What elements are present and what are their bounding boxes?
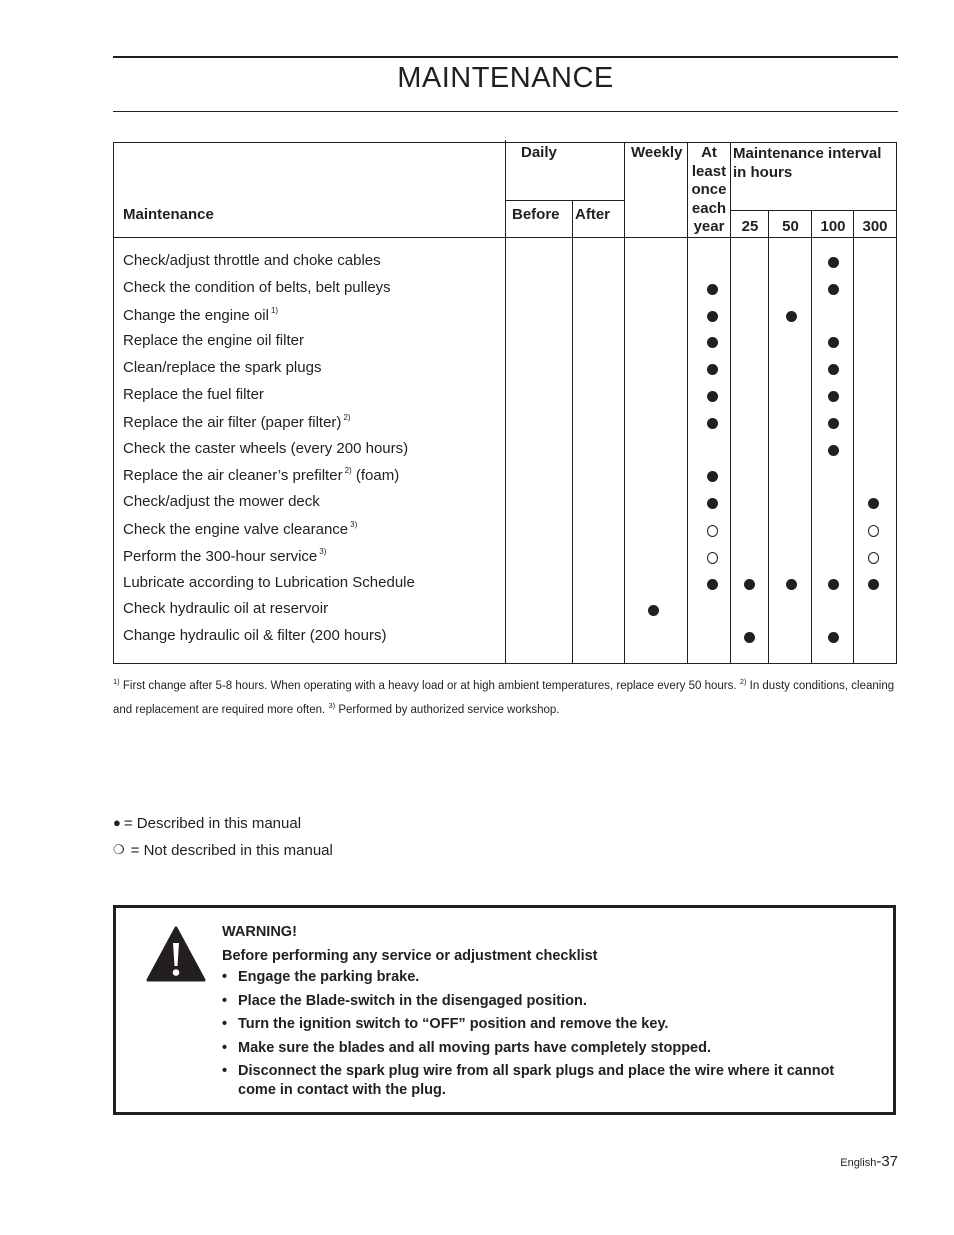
warning-item: • Make sure the blades and all moving parts have completely stopped. [222, 1039, 862, 1058]
page-number-value: 37 [881, 1153, 898, 1170]
filled-circle-icon [786, 311, 797, 322]
task-label: Check the caster wheels (every 200 hours) [123, 439, 409, 457]
header-maintenance: Maintenance [123, 206, 214, 223]
task-label: Perform the 300-hour service [123, 547, 318, 565]
warning-box [113, 905, 896, 1115]
table-row-task [123, 413, 351, 431]
table-row-task [123, 306, 278, 324]
filled-circle-icon [828, 284, 839, 295]
filled-circle-icon [707, 337, 718, 348]
warning-item: • Disconnect the spark plug wire from all spark plugs and place the wire where it cannot come in contact with the plug. [222, 1062, 862, 1100]
warning-item: • Place the Blade-switch in the disengaged position. [222, 992, 862, 1011]
page-number-separator: - [876, 1153, 882, 1170]
filled-circle-icon [828, 445, 839, 456]
task-label: Lubricate according to Lubrication Schedule [123, 573, 415, 591]
header-yearly-line: At [701, 144, 717, 161]
filled-circle-icon [707, 498, 718, 509]
task-footnote-ref: 1) [270, 305, 279, 315]
filled-circle-icon [828, 391, 839, 402]
task-label: Change hydraulic oil & filter (200 hours) [123, 627, 387, 645]
warning-list [222, 968, 862, 1100]
hollow-circle-icon [868, 552, 879, 564]
filled-circle-icon [868, 579, 879, 590]
table-right-border [896, 142, 897, 664]
footnote-1: First change after 5-8 hours. When operating with a heavy load or at high ambient temperatures, replace every 50 hours. [122, 680, 737, 692]
col-line-25 [768, 210, 769, 664]
legend-described [113, 815, 301, 832]
filled-circle-icon [707, 418, 718, 429]
filled-circle-icon [707, 471, 718, 482]
table-row-task [123, 359, 321, 376]
hollow-circle-icon [707, 525, 718, 537]
task-label: Check the engine valve clearance [123, 521, 349, 538]
table-row-task [123, 520, 357, 538]
legend-described-text: = Described in this manual [123, 815, 302, 832]
table-row-task [123, 466, 399, 484]
filled-circle-icon [707, 579, 718, 590]
filled-circle-icon [828, 579, 839, 590]
warning-heading: WARNING! [222, 924, 297, 940]
filled-circle-icon [828, 364, 839, 375]
filled-circle-icon [707, 391, 718, 402]
header-yearly-line: each [691, 199, 727, 217]
daily-subheader-line [505, 200, 625, 201]
table-row-task [123, 252, 381, 269]
title-underline [113, 111, 898, 112]
filled-circle-icon [868, 498, 879, 509]
hollow-circle-icon: ❍ [113, 842, 125, 857]
table-row-task [123, 600, 328, 617]
header-weekly: Weekly [631, 144, 683, 161]
task-label: Check the condition of belts, belt pulleys [123, 278, 391, 296]
footnote-3: Performed by authorized service workshop. [338, 704, 560, 716]
table-row-task [123, 440, 408, 457]
hollow-circle-icon [707, 552, 718, 564]
header-yearly-line: once [691, 181, 727, 198]
page-number [840, 1153, 898, 1170]
hollow-circle-icon [868, 525, 879, 537]
header-hours-50: 50 [782, 218, 799, 235]
page-title: MAINTENANCE [397, 62, 614, 94]
filled-circle-icon [828, 337, 839, 348]
task-label: Check/adjust throttle and choke cables [123, 252, 381, 269]
col-line-100 [853, 210, 854, 664]
filled-circle-icon: ● [113, 815, 121, 830]
task-footnote-ref: 3) [350, 520, 358, 529]
footnote-3-mark: 3) [328, 701, 336, 710]
task-label: Check hydraulic oil at reservoir [123, 600, 329, 618]
warning-text [222, 921, 862, 1105]
task-label: Replace the air filter (paper filter) [123, 413, 342, 431]
header-interval: Maintenance interval in hours [733, 145, 882, 181]
footnote-2: In dusty conditions, cleaning and replacement are required more often. [113, 680, 895, 716]
task-label-suffix: (foam) [351, 467, 400, 485]
filled-circle-icon [648, 605, 659, 616]
task-footnote-ref: 3) [319, 546, 327, 556]
header-before: Before [512, 206, 560, 223]
task-label: Clean/replace the spark plugs [123, 359, 322, 377]
task-label: Replace the fuel filter [123, 386, 264, 403]
warning-intro: Before performing any service or adjustment checklist [222, 947, 598, 964]
task-label: Replace the engine oil filter [123, 332, 304, 350]
header-yearly-line: least [691, 162, 727, 180]
filled-circle-icon [786, 579, 797, 590]
col-line-50 [811, 210, 812, 664]
header-yearly-line: year [693, 218, 725, 235]
legend-not-described [113, 842, 333, 859]
filled-circle-icon [744, 579, 755, 590]
table-row-task [123, 547, 326, 565]
interval-subheader-line [730, 210, 897, 211]
filled-circle-icon [828, 257, 839, 268]
table-left-border [113, 142, 114, 664]
filled-circle-icon [744, 632, 755, 643]
legend-not-described-text: = Not described in this manual [130, 842, 333, 859]
col-line-daily [624, 142, 625, 664]
warning-item: • Turn the ignition switch to “OFF” position and remove the key. [222, 1015, 862, 1034]
page-language: English [840, 1157, 877, 1169]
table-row-task [123, 386, 264, 403]
task-label: Check/adjust the mower deck [123, 493, 320, 511]
task-label: Replace the air cleaner’s prefilter [123, 467, 343, 485]
table-row-task [123, 332, 304, 349]
filled-circle-icon [707, 311, 718, 322]
header-yearly [688, 144, 730, 237]
filled-circle-icon [707, 284, 718, 295]
task-footnote-ref: 2) [343, 412, 351, 422]
footnotes [113, 672, 903, 720]
col-line-before-after [572, 200, 573, 664]
header-hours-100: 100 [820, 218, 846, 235]
top-rule [113, 56, 898, 58]
warning-item: • Engage the parking brake. [222, 968, 862, 987]
footnote-1-mark: 1) [113, 677, 120, 686]
header-hours-25: 25 [741, 218, 759, 235]
task-label: Change the engine oil [123, 306, 269, 324]
maintenance-schedule-table [113, 142, 897, 664]
col-line-maintenance [505, 140, 506, 664]
filled-circle-icon [828, 632, 839, 643]
header-daily: Daily [521, 144, 557, 161]
header-after: After [575, 206, 611, 223]
filled-circle-icon [707, 364, 718, 375]
table-row-task [123, 627, 386, 644]
task-footnote-ref: 2) [344, 466, 352, 476]
header-hours-300: 300 [862, 218, 888, 235]
table-row-task [123, 574, 415, 591]
footnote-2-mark: 2) [739, 677, 747, 686]
warning-triangle-icon [146, 926, 206, 982]
filled-circle-icon [828, 418, 839, 429]
table-row-task [123, 493, 320, 510]
table-row-task [123, 279, 391, 296]
